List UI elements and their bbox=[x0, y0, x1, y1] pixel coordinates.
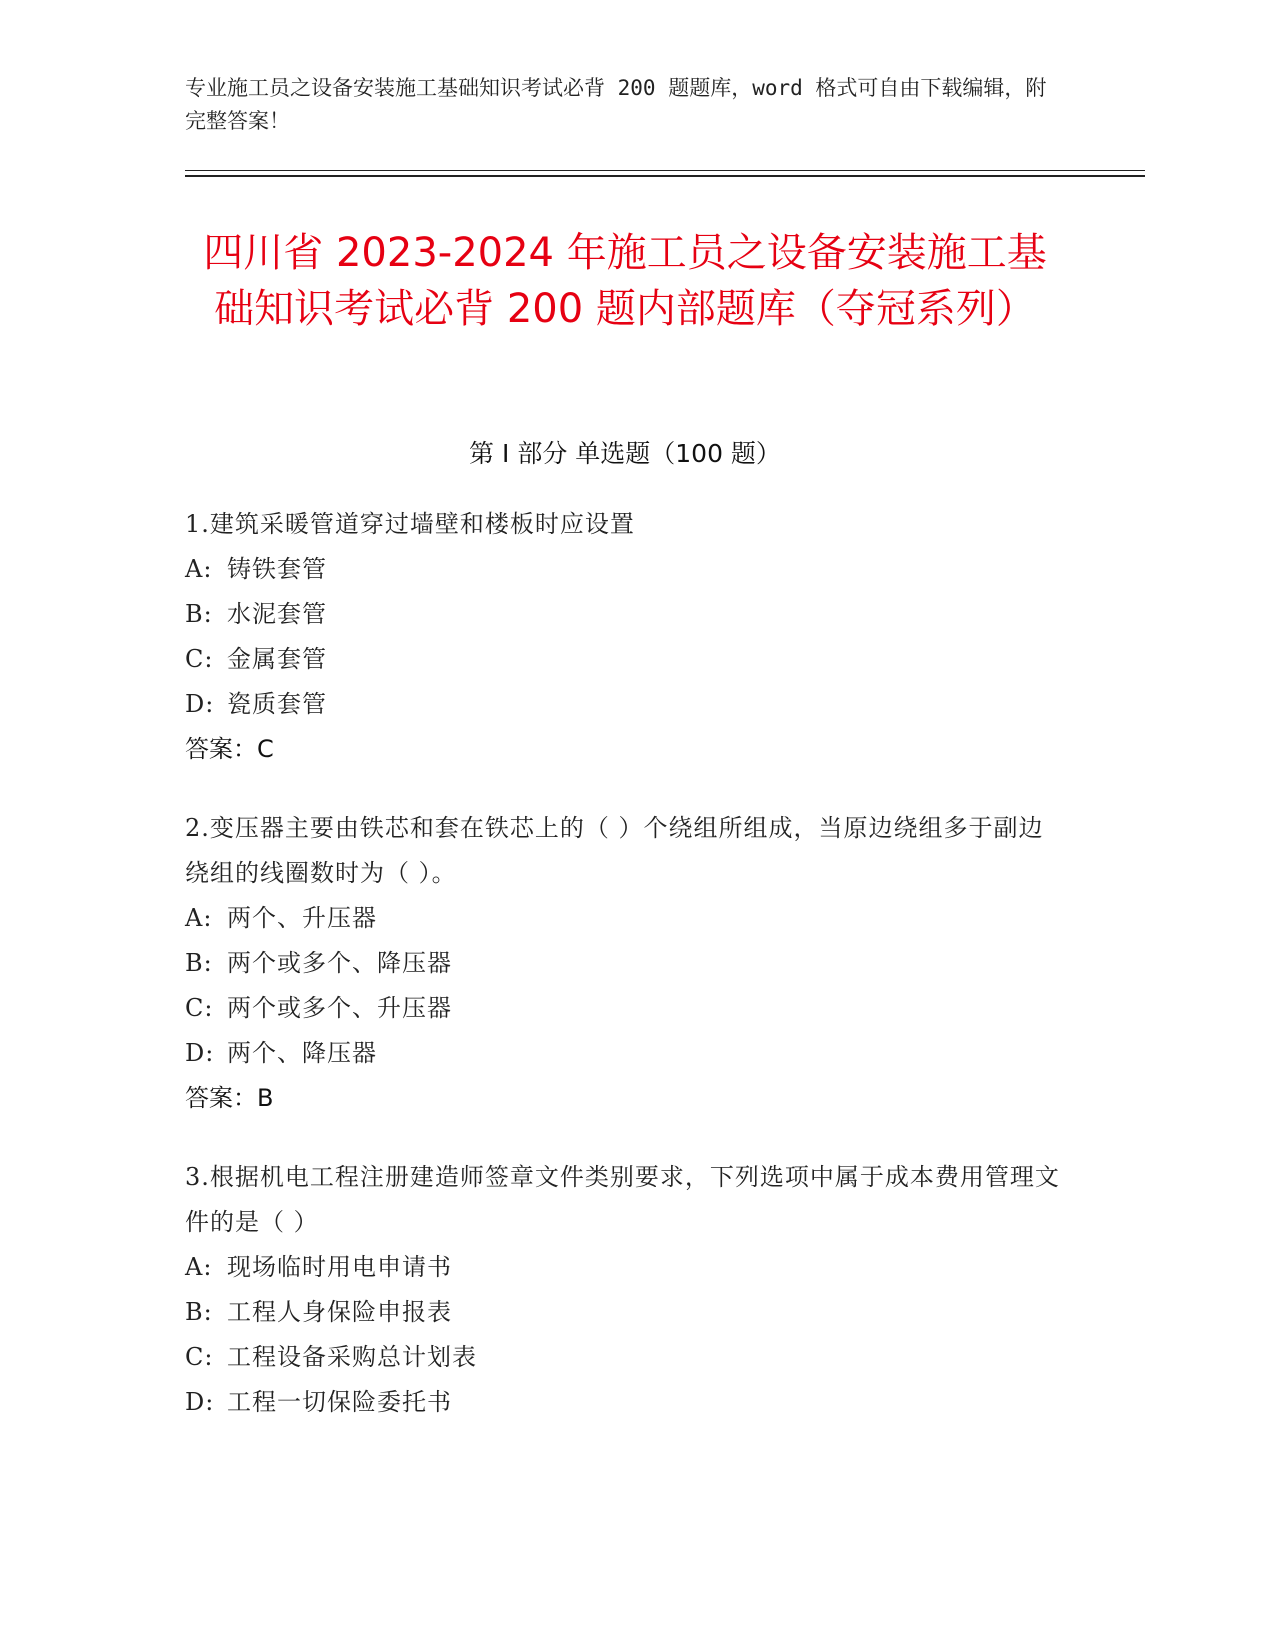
header-rule-thin bbox=[185, 170, 1145, 171]
option-b: B: 水泥套管 bbox=[185, 600, 327, 628]
header-note: 专业施工员之设备安装施工基础知识考试必背 200 题题库，word 格式可自由下载编辑，附完整答案！ bbox=[185, 76, 1047, 133]
answer: 答案：B bbox=[185, 1084, 274, 1112]
question-stem: 2.变压器主要由铁芯和套在铁芯上的（ ）个绕组所组成，当原边绕组多于副边绕组的线圈数时为（ ）。 bbox=[185, 814, 1044, 887]
option-d: D: 工程一切保险委托书 bbox=[185, 1388, 452, 1416]
question-stem: 1.建筑采暖管道穿过墙壁和楼板时应设置 bbox=[185, 510, 635, 538]
question-stem: 3.根据机电工程注册建造师签章文件类别要求，下列选项中属于成本费用管理文件的是（ ） bbox=[185, 1163, 1060, 1236]
section-heading: 第 I 部分 单选题（100 题） bbox=[469, 439, 781, 468]
document-title: 四川省 2023-2024 年施工员之设备安装施工基础知识考试必背 200 题内部题库（夺冠系列） bbox=[203, 230, 1047, 332]
option-c: C: 工程设备采购总计划表 bbox=[185, 1343, 477, 1371]
question-2 bbox=[185, 806, 1065, 1121]
option-d: D: 瓷质套管 bbox=[185, 690, 327, 718]
option-c: C: 金属套管 bbox=[185, 645, 327, 673]
option-d: D: 两个、降压器 bbox=[185, 1039, 377, 1067]
question-1 bbox=[185, 502, 1065, 772]
option-a: A: 现场临时用电申请书 bbox=[185, 1253, 452, 1281]
header-rule-thick bbox=[185, 175, 1145, 177]
answer: 答案：C bbox=[185, 735, 274, 763]
option-c: C: 两个或多个、升压器 bbox=[185, 994, 452, 1022]
option-b: B: 两个或多个、降压器 bbox=[185, 949, 452, 977]
option-a: A: 两个、升压器 bbox=[185, 904, 377, 932]
option-b: B: 工程人身保险申报表 bbox=[185, 1298, 452, 1326]
question-3 bbox=[185, 1155, 1065, 1425]
option-a: A: 铸铁套管 bbox=[185, 555, 327, 583]
